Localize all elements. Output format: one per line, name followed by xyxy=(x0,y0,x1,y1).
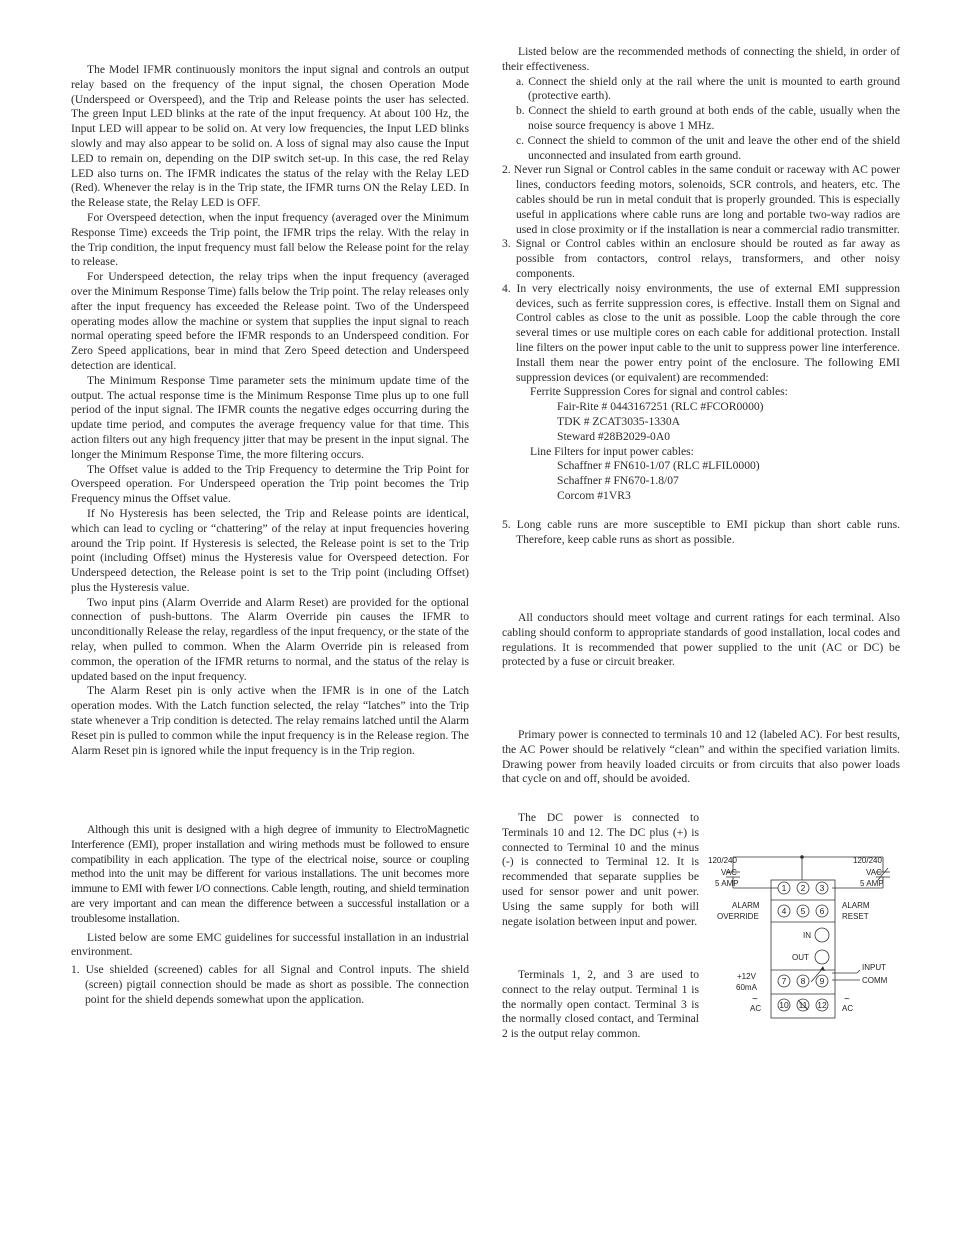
ac-left-label: AC xyxy=(750,1004,762,1013)
offset-paragraph: The Offset value is added to the Trip Frequency to determine the Trip Point for Overspeed operation. For Underspeed operation the Trip point becomes the Trip Frequency minus the Offset value. xyxy=(71,462,469,506)
terminal-number: 2 xyxy=(800,883,806,893)
left-voltage-label: 120/240 xyxy=(708,856,737,865)
emc-guideline-3: 3. Signal or Control cables within an enclosure should be routed as far away as possible from contactors, control relays, transformers, and other noisy components. xyxy=(502,237,900,280)
alarm-reset-label: RESET xyxy=(842,912,869,921)
input-pins-paragraph: Two input pins (Alarm Override and Alarm Reset) are provided for the optional connection of push-buttons. The Alarm Override pin causes the IFMR to unconditionally Release the relay, regardless of the input frequency, or the state of the relay, when pulled to common. When the Alarm Override pin is released from common, the operation of the IFMR returns to normal, and the status of the relay is updated based on the input frequency. xyxy=(71,595,470,683)
operation-section xyxy=(71,63,469,758)
alarm-override-label: OVERRIDE xyxy=(717,912,759,921)
in-label: IN xyxy=(803,931,811,940)
junction-dot-icon xyxy=(800,855,804,859)
led-out-icon xyxy=(815,950,829,964)
ferrite-part: Fair-Rite # 0443167251 (RLC #FCOR0000) xyxy=(557,400,764,414)
alarm-override-label: ALARM xyxy=(732,901,760,910)
left-amp-label: 5 AMP xyxy=(715,879,739,888)
emc-guideline-2: 2. Never run Signal or Control cables in the same conduit or raceway with AC power lines, conductors feeding motors, solenoids, SCR controls, and heaters, etc. The cables should be run in metal conduit that is properly grounded. This is especially useful in applications where cable runs are long and portable two-way radios are used in close proximity or if the installation is near a commercial radio transmitter. xyxy=(502,163,900,236)
terminal-number: 12 xyxy=(817,1000,827,1010)
emc-guideline-4: 4. In very electrically noisy environments, the use of external EMI suppression devices, such as ferrite suppression cores, is effective. Install them on Signal and Control cables as close to the unit as possible. Loop the cable through the core several times or use multiple cores on each cable for additional protection. Install line filters on the power input cable to the unit to suppress power line interference. Install them near the power entry point of the enclosure. The following EMI suppression devices (or equivalent) are recommended: xyxy=(502,281,900,384)
alarm-reset-paragraph: The Alarm Reset pin is only active when the IFMR is in one of the Latch operation modes. With the Latch function selected, the relay “latches” into the Trip state whenever a Trip condition is detected. The relay remains latched until the Alarm Reset pin is pulled to common while the input frequency is in the Release region. The Alarm Reset pin is ignored while the input frequency is in the Trip region. xyxy=(71,684,469,757)
terminal-number: 3 xyxy=(819,883,825,893)
response-time-paragraph: The Minimum Response Time parameter sets the minimum update time of the output. The actual response time is the Minimum Response Time plus up to one full period of the input signal. The IFMR counts the negative edges occurring during the update time period, and computes the average frequency value for that time. This action filters out any high frequency jitter that may be present in the input signal. The longer the Minimum Response Time, the more filtering occurs. xyxy=(71,373,469,461)
comm-label: COMM xyxy=(862,976,888,985)
emc-guidelines-continued xyxy=(502,45,900,547)
terminal-number: 10 xyxy=(779,1000,789,1010)
right-amp-label: 5 AMP xyxy=(860,879,884,888)
filter-part: Schaffner # FN610-1/07 (RLC #LFIL0000) xyxy=(557,459,760,473)
ac-tilde-icon: ~ xyxy=(844,994,850,1005)
hysteresis-paragraph: If No Hysteresis has been selected, the Trip and Release points are identical, which can lead to cycling or “chattering” of the relay at input frequencies hovering around the Trip point. If Hysteresis is selected, the Release point is set to the Trip point (including Offset) minus the Hysteresis value for Overspeed detection. For Underspeed detection, the Release point is set to the Trip point (including Offset) plus the Hysteresis value. xyxy=(71,506,469,594)
wiring-paragraph: All conductors should meet voltage and current ratings for each terminal. Also cabling should conform to appropriate standards of good installation, local codes and regulations. It is recommended that power supplied to the unit (AC or DC) be protected by a fuse or circuit breaker. xyxy=(502,611,900,669)
terminal-number: 6 xyxy=(819,906,825,916)
right-vac-label: VAC xyxy=(866,868,882,877)
left-vac-label: VAC xyxy=(721,868,737,877)
underspeed-paragraph: For Underspeed detection, the relay trips when the input frequency (averaged over the Minimum Response Time) falls below the Trip point. The relay releases only after the input frequency has exceeded the Release point. Two of the Underspeed operating modes allow the machine or system that supplies the input signal to reach normal operating speed before the IFMR responds to an Underspeed condition. For Zero Speed applications, bear in mind that Zero Speed detection and Underspeed detection are identical. xyxy=(71,270,469,372)
led-in-icon xyxy=(815,928,829,942)
operation-paragraph: The Model IFMR continuously monitors the input signal and controls an output relay based on the frequency of the input signal, the chosen Operation Mode (Underspeed or Overspeed), and the Trip and Release points the user has selected. The green Input LED blinks at the rate of the input frequency. At about 100 Hz, the Input LED will appear to be solid on. At very low frequencies, the Input LED blinks slowly and may also appear to be solid on. A loss of signal may also cause the Input LED to remain on, depending on the DIP switch set-up. In this case, the red Relay LED also turns on. The IFMR indicates the status of the relay with the Relay LED (Red). Whenever the relay is in the Trip state, the IFMR turns ON the Relay LED. In the Release state, the Relay LED is OFF. xyxy=(71,63,469,210)
ferrite-part: Steward #28B2029-0A0 xyxy=(557,429,671,443)
dc-power-paragraph: The DC power is connected to Terminals 10 and 12. The DC plus (+) is connected to Terminal 10 and the minus (-) is connected to Terminal 12. It is recommended that separate supplies be used for sensor power and unit power. Using the same supply for both will negate isolation between input and power. xyxy=(502,811,699,928)
shield-method-a: a. Connect the shield only at the rail where the unit is mounted to earth ground (protective earth). xyxy=(516,74,900,103)
shield-intro: Listed below are the recommended methods of connecting the shield, in order of their effectiveness. xyxy=(502,45,900,73)
relay-output-paragraph: Terminals 1, 2, and 3 are used to connect to the relay output. Terminal 1 is the normally open contact. Terminal 3 is the normally closed contact, and Terminal 2 is the output relay common. xyxy=(502,968,699,1041)
wiring-diagram xyxy=(705,848,905,1028)
filter-part: Corcom #1VR3 xyxy=(557,488,631,502)
terminal-number: 4 xyxy=(781,906,787,916)
terminal-number: 9 xyxy=(819,976,825,986)
sensor-voltage-label: +12V xyxy=(737,972,756,981)
shield-method-c: c. Connect the shield to common of the unit and leave the other end of the shield unconnected and insulated from earth ground. xyxy=(516,133,900,162)
emc-guideline-1: 1. Use shielded (screened) cables for all Signal and Control inputs. The shield (screen) pigtail connection should be made as short as possible. The connection point for the shield depends somewhat upon the application. xyxy=(71,963,469,1006)
sensor-current-label: 60mA xyxy=(736,983,757,992)
input-label: INPUT xyxy=(862,963,886,972)
emc-guideline-5: 5. Long cable runs are more susceptible to EMI pickup than short cable runs. Therefore, keep cable runs as short as possible. xyxy=(502,517,900,546)
terminal-number: 11 xyxy=(798,1000,808,1010)
terminal-number: 8 xyxy=(800,976,806,986)
filter-part: Schaffner # FN670-1.8/07 xyxy=(557,474,679,488)
ac-right-label: AC xyxy=(842,1004,854,1013)
input-line xyxy=(857,970,860,973)
emc-section xyxy=(71,823,469,1008)
terminal-number: 7 xyxy=(781,976,787,986)
alarm-reset-label: ALARM xyxy=(842,901,870,910)
terminal-block xyxy=(771,880,835,1018)
right-voltage-label: 120/240 xyxy=(853,856,882,865)
terminal-number: 5 xyxy=(800,906,806,916)
ac-power-paragraph: Primary power is connected to terminals 10 and 12 (labeled AC). For best results, the AC Power should be relatively “clean” and within the specified variation limits. Drawing power from heavily loaded circuits or from circuits that also power loads that cycle on and off, should be avoided. xyxy=(502,728,900,786)
ferrite-heading: Ferrite Suppression Cores for signal and control cables: xyxy=(530,385,788,399)
out-label: OUT xyxy=(792,953,809,962)
ferrite-part: TDK # ZCAT3035-1330A xyxy=(557,414,681,428)
shield-method-b: b. Connect the shield to earth ground at both ends of the cable, usually when the noise source frequency is above 1 MHz. xyxy=(516,104,900,132)
ac-tilde-icon: ~ xyxy=(752,994,758,1005)
emc-guidelines-intro: Listed below are some EMC guidelines for successful installation in an industrial environment. xyxy=(71,930,469,959)
overspeed-paragraph: For Overspeed detection, when the input frequency (averaged over the Minimum Response Time) exceeds the Trip point, the IFMR trips the relay. With the relay in the Trip condition, the input frequency must fall below the Release point for the relay to release. xyxy=(71,210,469,269)
emc-paragraph: Although this unit is designed with a high degree of immunity to ElectroMagnetic Interference (EMI), proper installation and wiring methods must be followed to ensure compatibility in each application. The type of the electrical noise, source or coupling method into the unit may be different for various installations. The unit becomes more immune to EMI with fewer I/O connections. Cable length, routing, and shield termination are very important and can mean the difference between a successful installation or a troublesome installation. xyxy=(71,823,469,925)
terminal-number: 1 xyxy=(781,883,787,893)
filter-heading: Line Filters for input power cables: xyxy=(530,444,694,458)
